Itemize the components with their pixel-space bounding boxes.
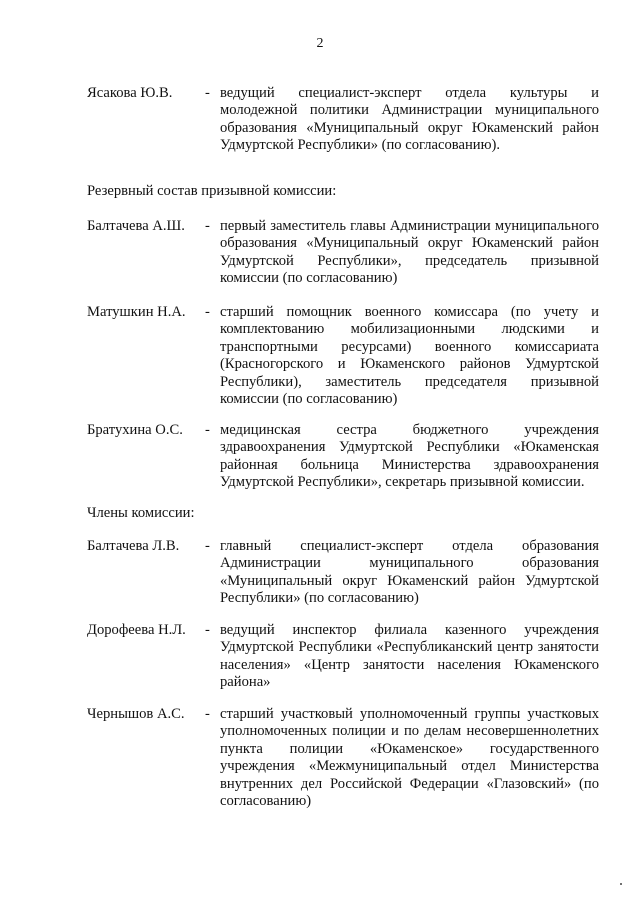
dash-separator: -	[205, 85, 210, 101]
person-name: Ясакова Ю.В.	[87, 85, 173, 101]
person-name: Балтачева А.Ш.	[87, 218, 185, 234]
members-heading: Члены комиссии:	[87, 505, 195, 521]
dash-separator: -	[205, 538, 210, 554]
scan-artifact-dot	[620, 883, 622, 885]
person-name: Братухина О.С.	[87, 422, 183, 438]
dash-separator: -	[205, 422, 210, 438]
dash-separator: -	[205, 218, 210, 234]
person-name: Чернышов А.С.	[87, 706, 185, 722]
entry-yasakova	[87, 85, 599, 155]
dash-separator: -	[205, 304, 210, 320]
person-position: медицинская сестра бюджетного учреждения здравоохранения Удмуртской Республики «Юкаменская районная больница Министерства здравоохранения Удмуртской Республики», секретарь призывной комиссии.	[220, 422, 599, 491]
dash-separator: -	[205, 706, 210, 722]
entry-baltacheva-ash	[87, 218, 599, 288]
dash-separator: -	[205, 622, 210, 638]
entry-dorofeeva	[87, 622, 599, 692]
person-position: первый заместитель главы Администрации муниципального образования «Муниципальный округ Юкаменский район Удмуртской Республики», председатель призывной комиссии (по согласованию)	[220, 218, 599, 287]
person-name: Матушкин Н.А.	[87, 304, 186, 320]
entry-matushkin	[87, 304, 599, 408]
entry-bratukhina	[87, 422, 599, 492]
entry-chernyshov	[87, 706, 599, 810]
page-number: 2	[316, 36, 324, 51]
person-name: Дорофеева Н.Л.	[87, 622, 186, 638]
person-position: ведущий инспектор филиала казенного учреждения Удмуртской Республики «Республиканский центр занятости населения» «Центр занятости населения Юкаменского района»	[220, 622, 599, 691]
reserve-heading: Резервный состав призывной комиссии:	[87, 183, 337, 199]
person-name: Балтачева Л.В.	[87, 538, 180, 554]
person-position: старший участковый уполномоченный группы участковых уполномоченных полиции и по делам несовершеннолетних пункта полиции «Юкаменское» государственного учреждения «Межмуниципальный отдел Министерства внутренних дел Российской Федерации «Глазовский» (по согласованию)	[220, 706, 599, 810]
person-position: главный специалист-эксперт отдела образования Администрации муниципального образования «Муниципальный округ Юкаменский район Удмуртской Республики» (по согласованию)	[220, 538, 599, 607]
entry-baltacheva-lv	[87, 538, 599, 608]
person-position: ведущий специалист-эксперт отдела культуры и молодежной политики Администрации муниципального образования «Муниципальный округ Юкаменский район Удмуртской Республики» (по согласованию).	[220, 85, 599, 154]
person-position: старший помощник военного комиссара (по учету и комплектованию мобилизационными людскими и транспортными ресурсами) военного комиссариата (Красногорского и Юкаменского районов Удмуртской Республики), заместитель председателя призывной комиссии (по согласованию)	[220, 304, 599, 408]
